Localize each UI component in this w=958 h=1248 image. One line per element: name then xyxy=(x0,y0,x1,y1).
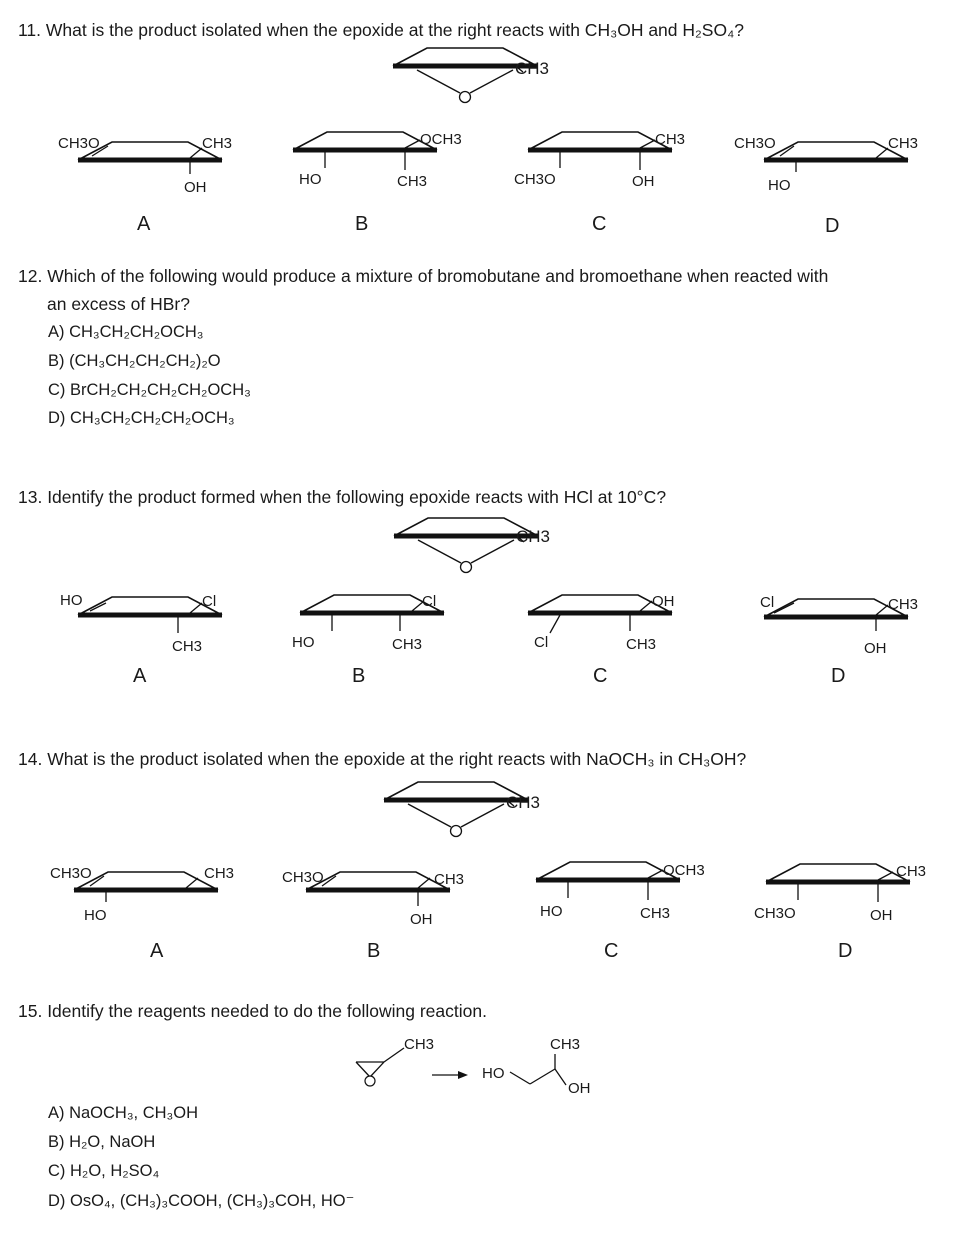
svg-text:OH: OH xyxy=(632,173,655,190)
q12-option-a[interactable]: A) CH₃CH₂CH₂OCH₃ xyxy=(48,323,204,341)
svg-text:HO: HO xyxy=(299,171,322,188)
q14-choice-a xyxy=(50,865,234,924)
q11-label-b: B xyxy=(355,213,369,235)
q14-reactant-epoxide xyxy=(384,782,540,837)
svg-text:HO: HO xyxy=(768,177,791,194)
svg-text:OH: OH xyxy=(870,907,893,924)
svg-text:CH3O: CH3O xyxy=(734,135,776,152)
q14-label-c: C xyxy=(604,940,619,962)
q14-label-a: A xyxy=(150,940,164,962)
svg-text:CH3: CH3 xyxy=(626,636,657,653)
svg-text:CH3: CH3 xyxy=(655,131,686,148)
svg-text:Cl: Cl xyxy=(760,594,775,611)
q13-choice-b xyxy=(292,593,444,653)
svg-text:CH3: CH3 xyxy=(896,863,927,880)
q15-option-b[interactable]: B) H₂O, NaOH xyxy=(48,1133,156,1151)
svg-text:OH: OH xyxy=(864,640,887,657)
q11-choice-d xyxy=(734,135,918,194)
q13-reactant-epoxide xyxy=(394,518,550,573)
svg-text:CH3: CH3 xyxy=(516,527,551,546)
q13-label-b: B xyxy=(352,665,366,687)
svg-text:CH3O: CH3O xyxy=(50,865,92,882)
q15-reactant-epoxide xyxy=(356,1036,434,1086)
svg-text:CH3: CH3 xyxy=(404,1036,435,1053)
svg-text:CH3O: CH3O xyxy=(514,171,556,188)
svg-text:CH3: CH3 xyxy=(640,905,671,922)
q14-label-b: B xyxy=(367,940,381,962)
svg-text:CH3: CH3 xyxy=(888,135,919,152)
q15-option-c[interactable]: C) H₂O, H₂SO₄ xyxy=(48,1162,160,1180)
svg-text:CH3O: CH3O xyxy=(58,135,100,152)
q11-choice-a xyxy=(58,135,232,196)
q14-choice-c xyxy=(536,862,705,922)
q15-prompt: 15. Identify the reagents needed to do the following reaction. xyxy=(18,1001,487,1021)
q15-reaction-arrow xyxy=(432,1071,468,1079)
svg-text:OH: OH xyxy=(184,179,207,196)
svg-text:CH3: CH3 xyxy=(392,636,423,653)
q11-reactant-ch3: CH3 xyxy=(515,59,550,78)
svg-text:Cl: Cl xyxy=(534,634,549,651)
q12-option-b[interactable]: B) (CH₃CH₂CH₂CH₂)₂O xyxy=(48,352,221,370)
q13-choice-c xyxy=(528,593,675,653)
q15-option-d[interactable]: D) OsO₄, (CH₃)₃COOH, (CH₃)₃COH, HO⁻ xyxy=(48,1192,355,1210)
q11-label-c: C xyxy=(592,213,607,235)
svg-text:OCH3: OCH3 xyxy=(420,131,462,148)
svg-text:CH3: CH3 xyxy=(434,871,465,888)
q12-option-c[interactable]: C) BrCH₂CH₂CH₂CH₂OCH₃ xyxy=(48,381,251,399)
q11-choice-b xyxy=(293,131,462,190)
svg-text:CH3: CH3 xyxy=(506,793,541,812)
q11-label-a: A xyxy=(137,213,151,235)
svg-text:HO: HO xyxy=(60,592,83,609)
svg-text:OH: OH xyxy=(568,1080,591,1097)
svg-text:CH3O: CH3O xyxy=(282,869,324,886)
q11-reactant-epoxide xyxy=(393,48,549,103)
svg-text:OH: OH xyxy=(652,593,675,610)
q12-prompt-line1: 12. Which of the following would produce a mixture of bromobutane and bromoethane when reacted with xyxy=(18,266,829,286)
q13-label-d: D xyxy=(831,665,846,687)
q13-label-a: A xyxy=(133,665,147,687)
svg-text:HO: HO xyxy=(292,634,315,651)
svg-text:CH3: CH3 xyxy=(397,173,428,190)
q13-label-c: C xyxy=(593,665,608,687)
q14-choice-d xyxy=(754,863,926,924)
svg-text:CH3: CH3 xyxy=(172,638,203,655)
svg-text:HO: HO xyxy=(482,1065,505,1082)
svg-text:HO: HO xyxy=(540,903,563,920)
svg-text:CH3: CH3 xyxy=(202,135,233,152)
svg-text:CH3: CH3 xyxy=(204,865,235,882)
q14-prompt: 14. What is the product isolated when the epoxide at the right reacts with NaOCH₃ in CH₃OH? xyxy=(18,749,747,769)
q11-prompt: 11. What is the product isolated when the epoxide at the right reacts with CH₃OH and H₂SO₄? xyxy=(18,20,744,40)
svg-text:HO: HO xyxy=(84,907,107,924)
svg-text:OH: OH xyxy=(410,911,433,928)
q15-product-diol xyxy=(482,1036,591,1097)
q13-choice-a xyxy=(60,592,222,655)
svg-text:CH3: CH3 xyxy=(888,596,919,613)
q11-label-d: D xyxy=(825,215,840,237)
svg-text:CH3O: CH3O xyxy=(754,905,796,922)
q13-prompt: 13. Identify the product formed when the following epoxide reacts with HCl at 10°C? xyxy=(18,487,667,507)
svg-text:Cl: Cl xyxy=(202,593,217,610)
q14-label-d: D xyxy=(838,940,853,962)
q12-prompt-line2: an excess of HBr? xyxy=(47,294,190,314)
q13-choice-d xyxy=(760,594,918,657)
svg-text:OCH3: OCH3 xyxy=(663,862,705,879)
svg-text:Cl: Cl xyxy=(422,593,437,610)
q11-choice-c xyxy=(514,131,685,190)
q12-option-d[interactable]: D) CH₃CH₂CH₂CH₂OCH₃ xyxy=(48,409,235,427)
q14-choice-b xyxy=(282,869,464,928)
q15-option-a[interactable]: A) NaOCH₃, CH₃OH xyxy=(48,1104,199,1122)
svg-text:CH3: CH3 xyxy=(550,1036,581,1053)
